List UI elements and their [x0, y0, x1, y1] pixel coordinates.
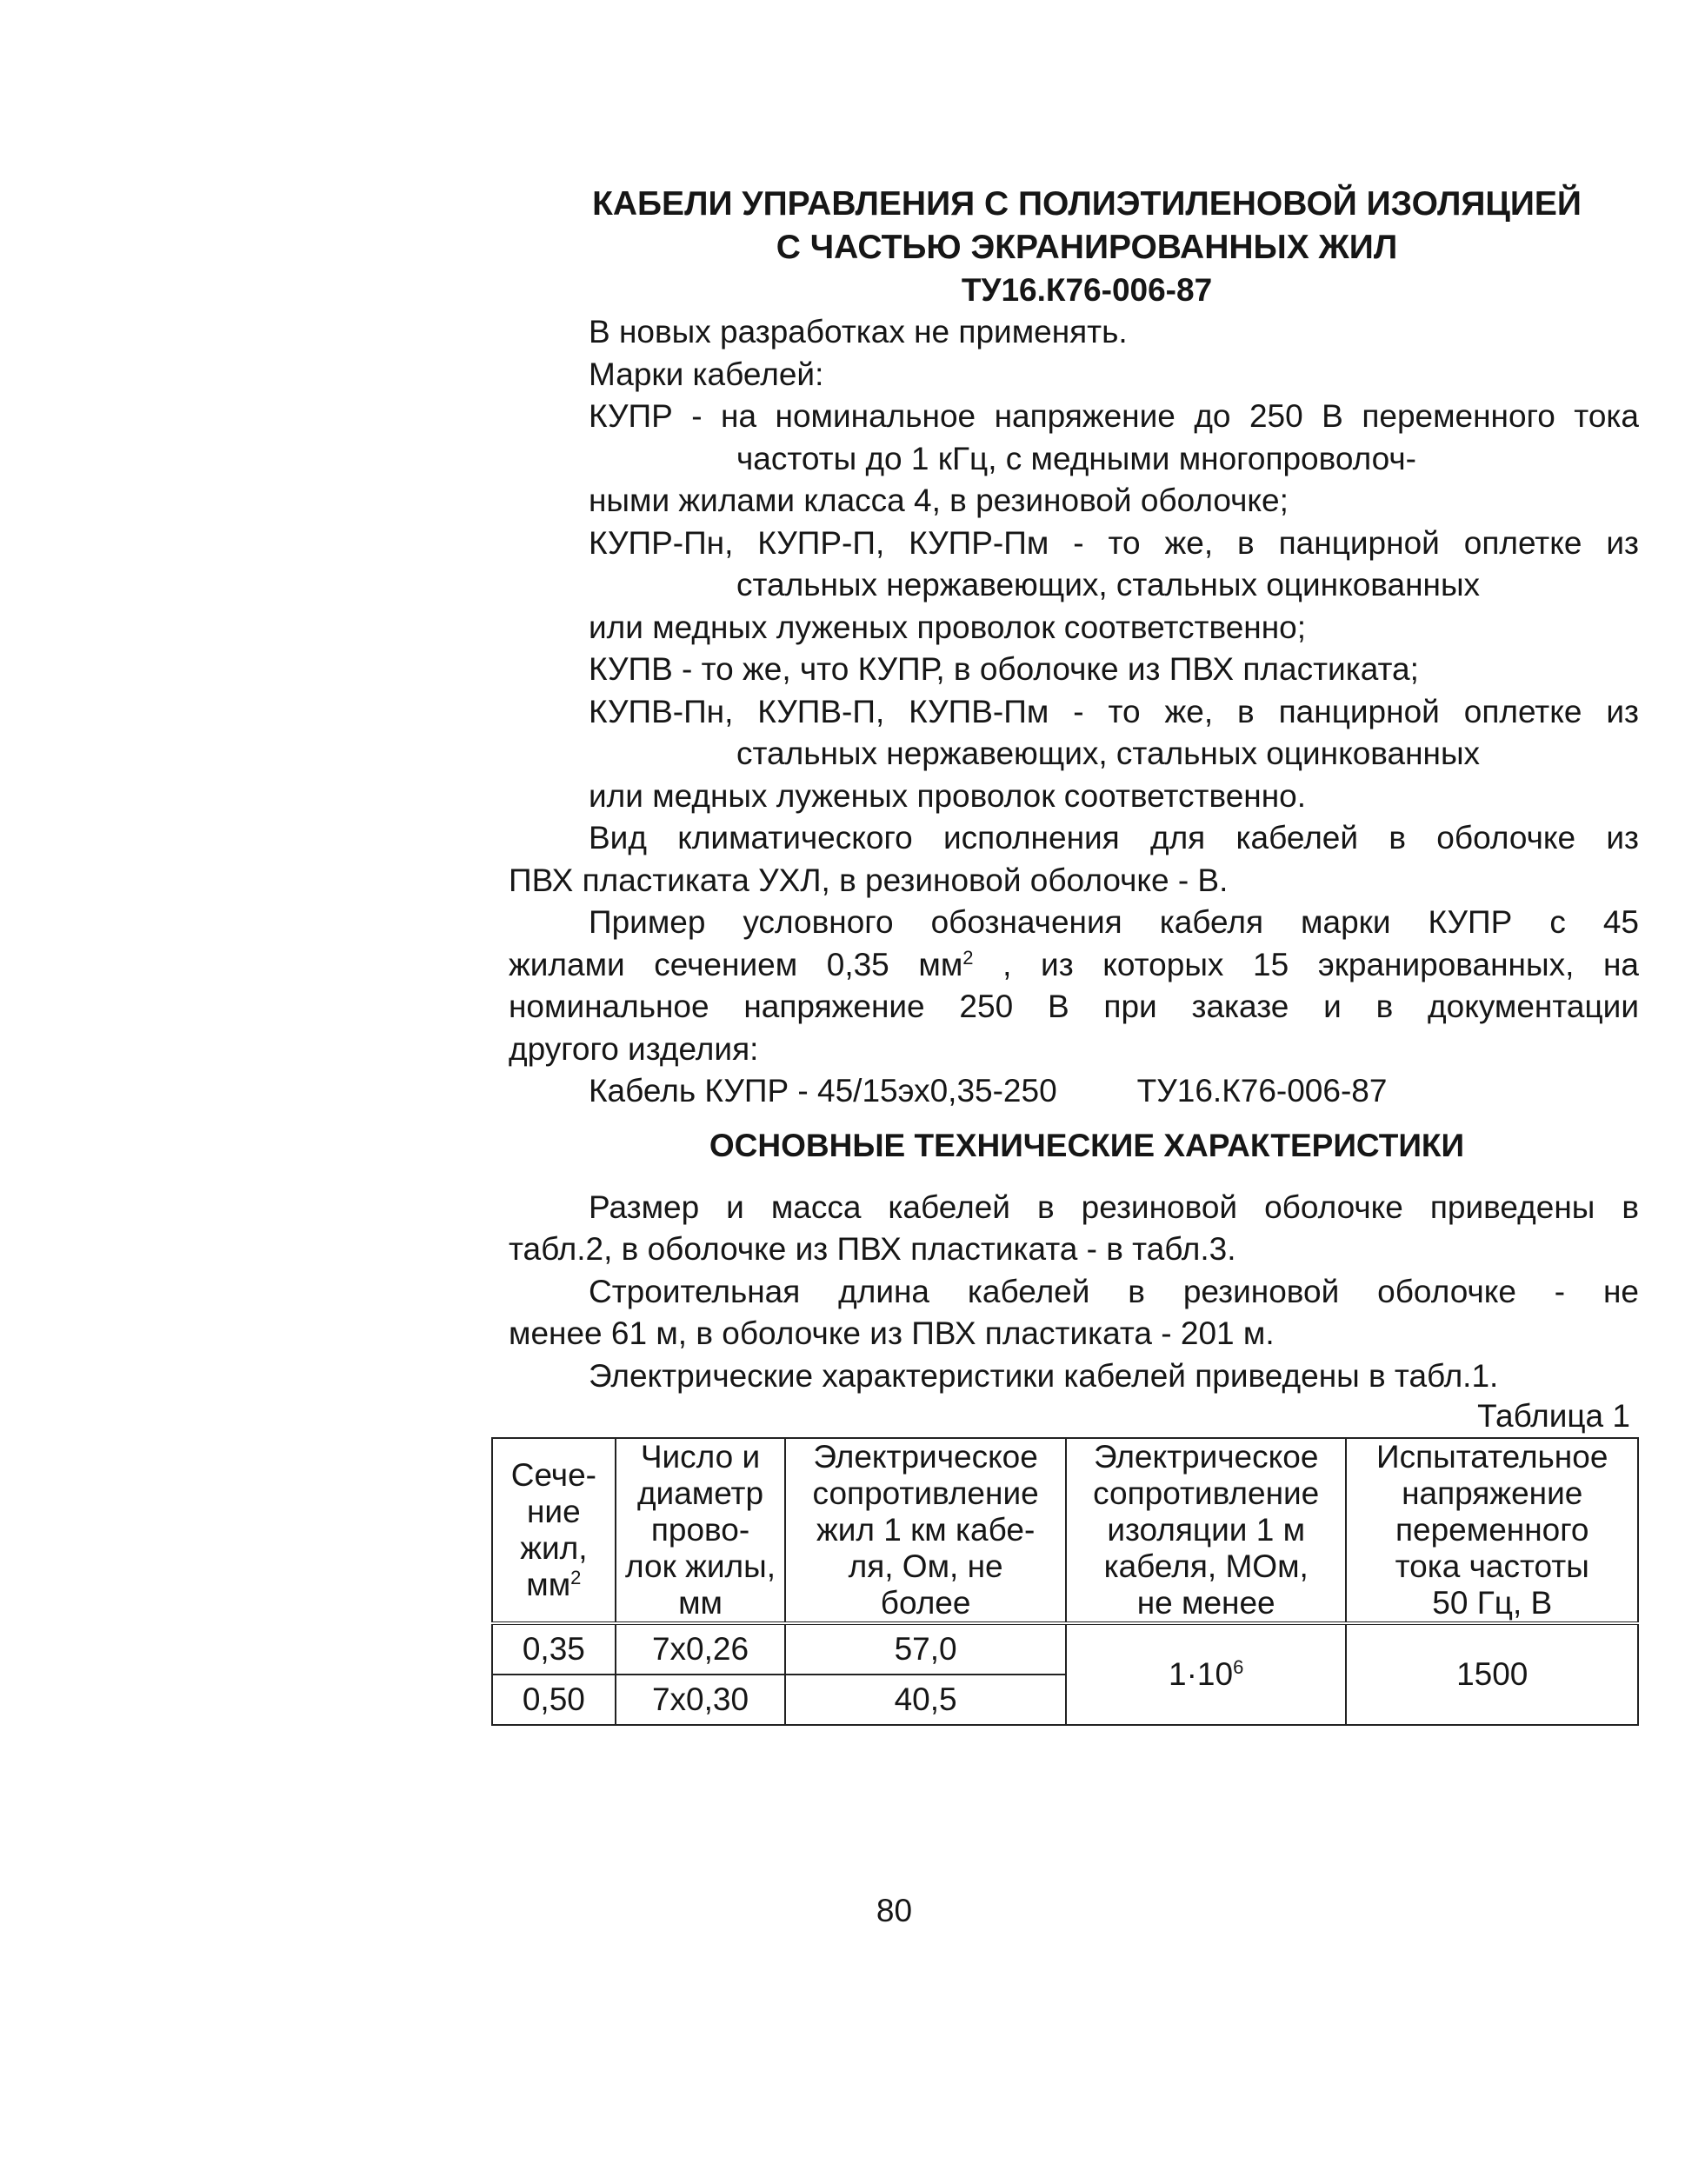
document-title-line2: С ЧАСТЬЮ ЭКРАНИРОВАННЫХ ЖИЛ — [776, 229, 1398, 266]
example-line4: другого изделия: — [509, 1030, 759, 1067]
header-cell-test-voltage: Испытательное напряжение переменного тока частоты 50 Гц, В — [1346, 1438, 1638, 1623]
example-line2 — [509, 944, 1639, 987]
mark-item-kupr-armored — [509, 523, 1639, 649]
mark-item-text: КУПР - на номинальное напряжение до 250 В переменного тока частоты до 1 кГц, с медными многопроволоч- — [589, 398, 1639, 476]
section-title: ОСНОВНЫЕ ТЕХНИЧЕСКИЕ ХАРАКТЕРИСТИКИ — [709, 1127, 1465, 1163]
superscript: 2 — [962, 946, 974, 969]
cell-resistance: 40,5 — [785, 1675, 1066, 1725]
cell-insulation-resistance — [1066, 1623, 1347, 1725]
example-designation — [509, 1070, 1639, 1113]
mark-item-text-end: или медных луженых проволок соответственно; — [589, 609, 1307, 645]
specs-p2-line2: менее 61 м, в оболочке из ПВХ пластиката - 201 м. — [509, 1315, 1275, 1351]
specs-p2-line1: Строительная длина кабелей в резиновой оболочке - не — [589, 1273, 1639, 1309]
document-page — [509, 183, 1639, 1726]
page-number: 80 — [876, 1893, 913, 1928]
cell-test-voltage: 1500 — [1346, 1623, 1638, 1725]
table-row — [492, 1623, 1638, 1675]
header-cell-insulation-resistance: Электрическое сопротивление изоляции 1 м кабеля, МОм, не менее — [1066, 1438, 1347, 1623]
mark-item-kupv: КУПВ - то же, что КУПР, в оболочке из ПВХ пластиката; — [589, 651, 1419, 687]
superscript: 6 — [1233, 1656, 1244, 1678]
header-cell-wires: Число и диаметр прово- лок жилы, мм — [616, 1438, 786, 1623]
climate-line2: ПВХ пластиката УХЛ, в резиновой оболочке - В. — [509, 862, 1229, 898]
characteristics-table — [491, 1437, 1639, 1726]
superscript: 2 — [570, 1567, 582, 1588]
cell-resistance: 57,0 — [785, 1623, 1066, 1675]
example-line1: Пример условного обозначения кабеля марки КУПР с 45 — [589, 904, 1639, 940]
header-cell-section — [492, 1438, 616, 1623]
cell-wires: 7х0,26 — [616, 1623, 786, 1675]
designation-tu: ТУ16.К76-006-87 — [1136, 1073, 1388, 1109]
specs-p1-line2: табл.2, в оболочке из ПВХ пластиката - в табл.3. — [509, 1231, 1236, 1267]
specs-p1-line1: Размер и масса кабелей в резиновой оболочке приведены в — [589, 1189, 1639, 1225]
mark-item-text-end: или медных луженых проволок соответственно. — [589, 777, 1307, 814]
mark-item-kupv-armored — [509, 691, 1639, 818]
climate-line1: Вид климатического исполнения для кабелей в оболочке из — [589, 820, 1639, 856]
designation-code: Кабель КУПР - 45/15эх0,35-250 — [589, 1073, 1057, 1109]
header-text: Сече- ние жил, мм — [510, 1457, 596, 1602]
intro-note: В новых разработках не применять. — [589, 314, 1128, 350]
document-title-line1: КАБЕЛИ УПРАВЛЕНИЯ С ПОЛИЭТИЛЕНОВОЙ ИЗОЛЯЦИЕЙ — [592, 185, 1582, 223]
header-cell-conductor-resistance: Электрическое сопротивление жил 1 км кабе- ля, Ом, не более — [785, 1438, 1066, 1623]
example-line2-start: жилами сечением 0,35 мм — [509, 946, 963, 982]
example-line2-end: , из которых 15 экранированных, на — [973, 946, 1639, 982]
cell-wires: 7х0,30 — [616, 1675, 786, 1725]
insulation-base: 1·10 — [1169, 1656, 1234, 1692]
marks-header: Марки кабелей: — [589, 356, 824, 392]
mark-item-text: КУПР-Пн, КУПР-П, КУПР-Пм - то же, в панцирной оплетке из стальных нержавеющих, стальных оцинкованных — [589, 524, 1639, 603]
document-tu-code: ТУ16.К76-006-87 — [961, 272, 1213, 308]
mark-item-kupr — [509, 396, 1639, 523]
table-caption: Таблица 1 — [1477, 1398, 1630, 1434]
table-header-row — [492, 1438, 1638, 1623]
example-line3: номинальное напряжение 250 В при заказе и в документации — [509, 989, 1639, 1024]
mark-item-text-end: ными жилами класса 4, в резиновой оболочке; — [589, 483, 1289, 518]
cell-section: 0,35 — [492, 1623, 616, 1675]
cell-section: 0,50 — [492, 1675, 616, 1725]
mark-item-text: КУПВ-Пн, КУПВ-П, КУПВ-Пм - то же, в панцирной оплетке из стальных нержавеющих, стальных оцинкованных — [589, 693, 1639, 771]
specs-p3: Электрические характеристики кабелей приведены в табл.1. — [589, 1357, 1499, 1394]
